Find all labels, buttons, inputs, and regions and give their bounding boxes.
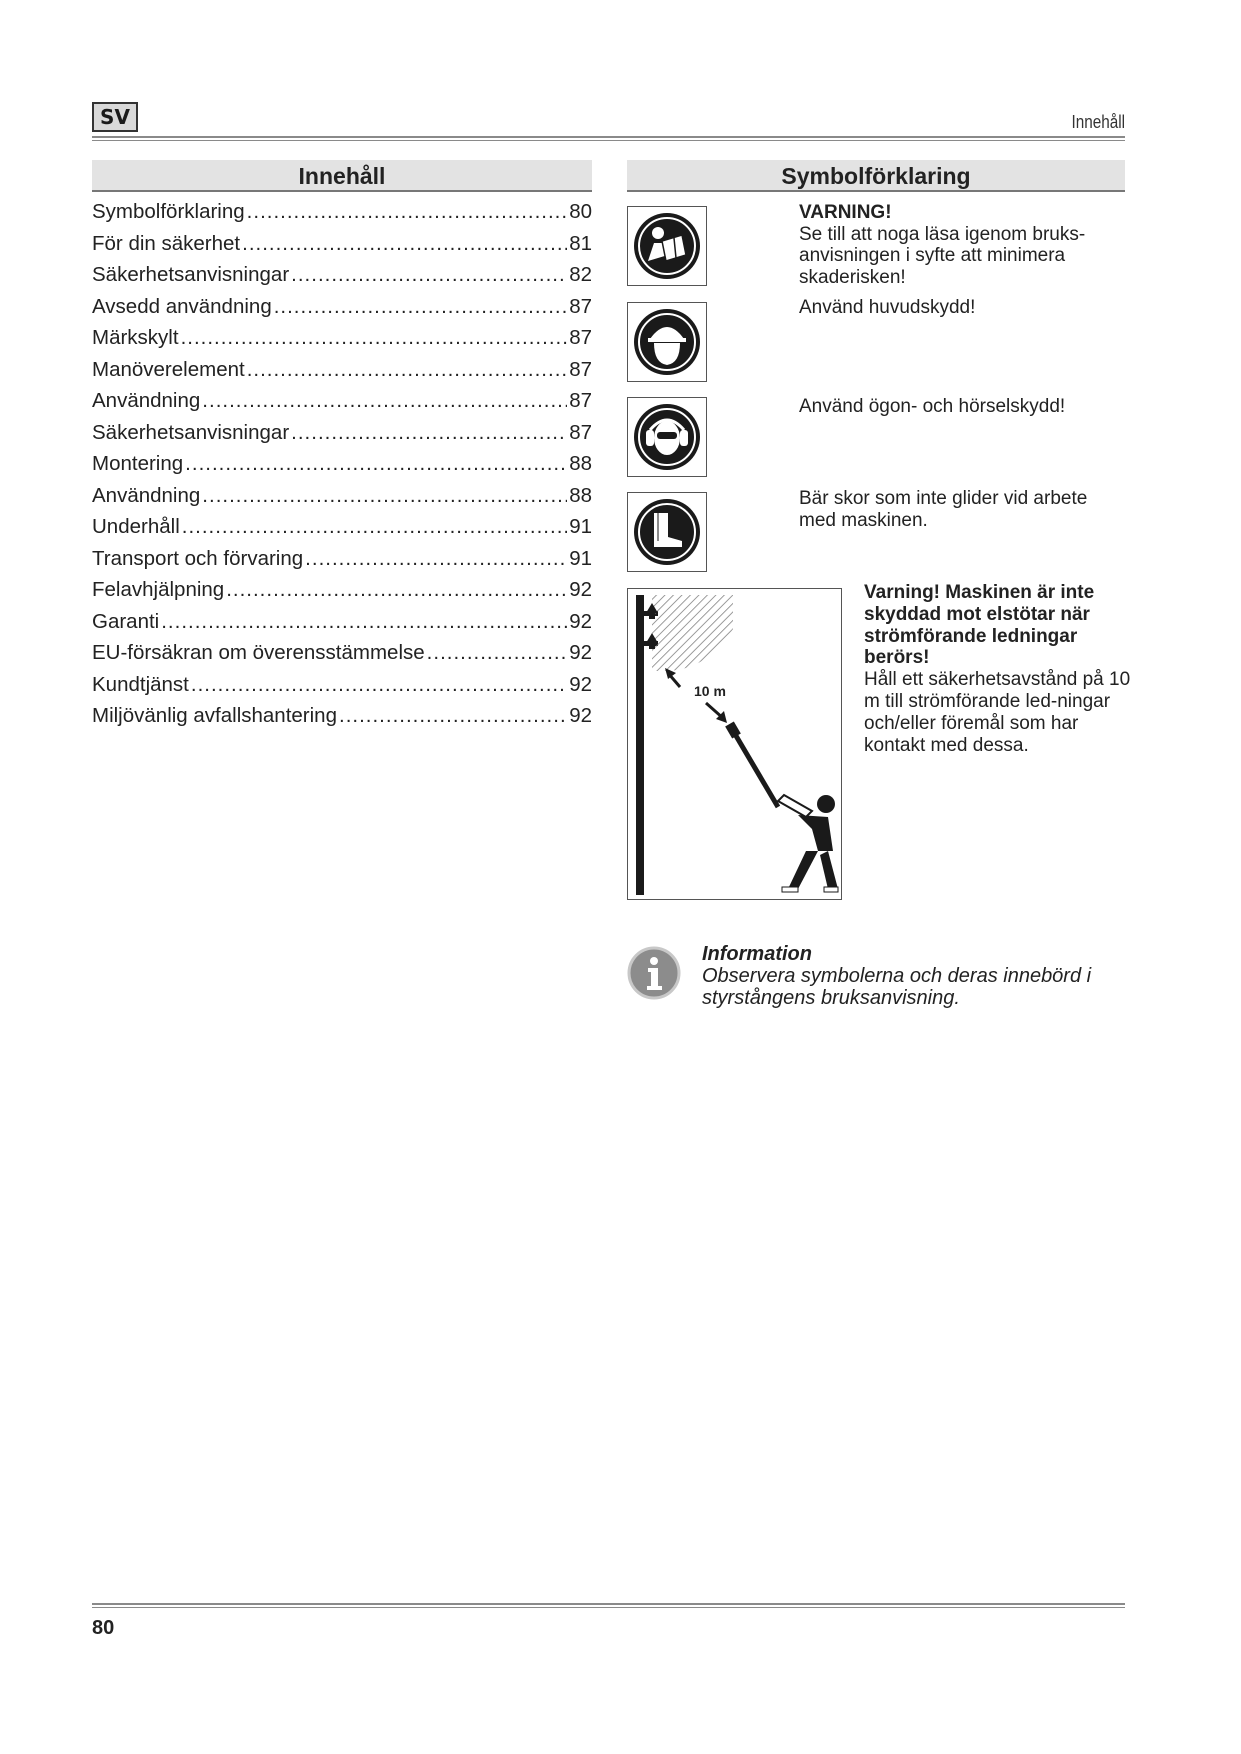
toc-leader-dots	[202, 389, 567, 413]
toc-entry	[92, 263, 592, 295]
toc-leader-dots	[226, 578, 567, 602]
toc-leader-dots	[339, 704, 567, 728]
power-line-warning-text: Håll ett säkerhetsavstånd på 10 m till strömförande led-ningar och/eller föremål som har kontakt med dessa.	[864, 669, 1131, 756]
eye-ear-protection-icon	[627, 397, 707, 477]
toc-entry	[92, 389, 592, 421]
language-badge: SV	[92, 102, 138, 132]
toc-entry-page: 80	[569, 200, 592, 223]
toc-entry-page: 88	[569, 452, 592, 475]
toc-entry-page: 91	[569, 515, 592, 538]
toc-entry	[92, 358, 592, 390]
toc-leader-dots	[427, 641, 568, 665]
header-rule	[92, 136, 1125, 141]
toc-entry-page: 87	[569, 420, 592, 444]
toc-entry-page: 87	[569, 326, 592, 349]
toc-leader-dots	[247, 200, 568, 224]
toc-entry-title: Symbolförklaring	[92, 200, 245, 223]
toc-entry-title: Säkerhetsanvisningar	[92, 420, 290, 444]
symbol-1-title: VARNING!	[799, 202, 892, 223]
toc-entry-page: 92	[569, 704, 592, 727]
toc-leader-dots	[182, 515, 567, 539]
toc-entry	[92, 515, 592, 547]
toc-leader-dots	[181, 326, 568, 350]
safety-boots-icon	[627, 492, 707, 572]
toc-leader-dots	[291, 421, 567, 445]
toc-entry	[92, 452, 592, 484]
toc-entry-title: EU-försäkran om överensstämmelse	[92, 641, 425, 664]
toc-leader-dots	[202, 484, 567, 508]
information-title: Information	[702, 943, 812, 965]
toc-leader-dots	[247, 358, 567, 382]
footer-rule	[92, 1603, 1125, 1608]
toc-entry-title: Avsedd användning	[92, 294, 272, 318]
toc-entry-page: 87	[569, 294, 592, 318]
toc-entry	[92, 578, 592, 610]
toc-leader-dots	[274, 295, 567, 319]
toc-heading: Innehåll	[92, 160, 592, 192]
toc-entry-title: Felavhjälpning	[92, 578, 225, 601]
toc-entry-title: Manöverelement	[92, 357, 245, 381]
toc-leader-dots	[185, 452, 567, 476]
symbol-1-description	[799, 202, 1129, 288]
toc-entry	[92, 326, 592, 358]
toc-entry-title: Kundtjänst	[92, 672, 189, 696]
toc-entry-page: 92	[569, 578, 592, 601]
toc-entry-title: Montering	[92, 452, 184, 475]
toc-entry-title: Garanti	[92, 609, 160, 633]
toc-entry	[92, 704, 592, 736]
toc-entry-page: 87	[569, 389, 592, 412]
toc-entry-page: 81	[569, 231, 592, 255]
table-of-contents	[92, 200, 592, 736]
toc-entry	[92, 610, 592, 642]
symbol-3-text: Använd ögon- och hörselskydd!	[799, 396, 1066, 417]
toc-entry-page: 92	[569, 672, 592, 696]
symbol-2-text: Använd huvudskydd!	[799, 297, 976, 318]
information-note	[702, 943, 1132, 1009]
power-line-warning-title: Varning! Maskinen är inte skyddad mot elstötar när strömförande ledningar berörs!	[864, 582, 1095, 669]
toc-entry-title: Användning	[92, 483, 201, 507]
toc-entry	[92, 421, 592, 453]
toc-entry-title: Märkskylt	[92, 326, 179, 349]
head-protection-icon	[627, 302, 707, 382]
running-header: Innehåll	[1071, 112, 1125, 132]
information-text: Observera symbolerna och deras innebörd i styrstångens bruksanvisning.	[702, 965, 1092, 1009]
toc-entry-title: Transport och förvaring	[92, 546, 304, 570]
toc-entry-page: 92	[569, 641, 592, 664]
toc-entry-page: 82	[569, 263, 592, 286]
read-manual-icon	[627, 206, 707, 286]
toc-leader-dots	[242, 232, 567, 256]
toc-entry	[92, 295, 592, 327]
symbol-4-text: Bär skor som inte glider vid arbete med maskinen.	[799, 488, 1088, 531]
toc-entry-title: Miljövänlig avfallshantering	[92, 704, 337, 727]
page-number: 80	[92, 1617, 115, 1639]
toc-entry-title: Säkerhetsanvisningar	[92, 263, 290, 286]
toc-entry	[92, 484, 592, 516]
toc-leader-dots	[191, 673, 567, 697]
toc-leader-dots	[161, 610, 567, 634]
info-icon	[627, 946, 681, 1005]
toc-entry	[92, 673, 592, 705]
power-line-warning	[864, 582, 1134, 756]
toc-entry-title: Underhåll	[92, 515, 180, 538]
toc-entry-page: 92	[569, 609, 592, 633]
toc-entry-page: 88	[569, 483, 592, 507]
toc-entry-title: För din säkerhet	[92, 231, 241, 255]
toc-entry-page: 87	[569, 357, 592, 381]
distance-label: 10 m	[694, 683, 726, 699]
toc-entry	[92, 641, 592, 673]
toc-entry-title: Användning	[92, 389, 201, 412]
toc-leader-dots	[291, 263, 567, 287]
toc-leader-dots	[305, 547, 567, 571]
toc-entry	[92, 547, 592, 579]
toc-entry	[92, 232, 592, 264]
power-line-hazard-illustration	[627, 588, 842, 900]
toc-entry	[92, 200, 592, 232]
symbol-1-text: Se till att noga läsa igenom bruks-anvisningen i syfte att minimera skaderisken!	[799, 223, 1086, 288]
symbols-heading: Symbolförklaring	[627, 160, 1125, 192]
toc-entry-page: 91	[569, 546, 592, 570]
